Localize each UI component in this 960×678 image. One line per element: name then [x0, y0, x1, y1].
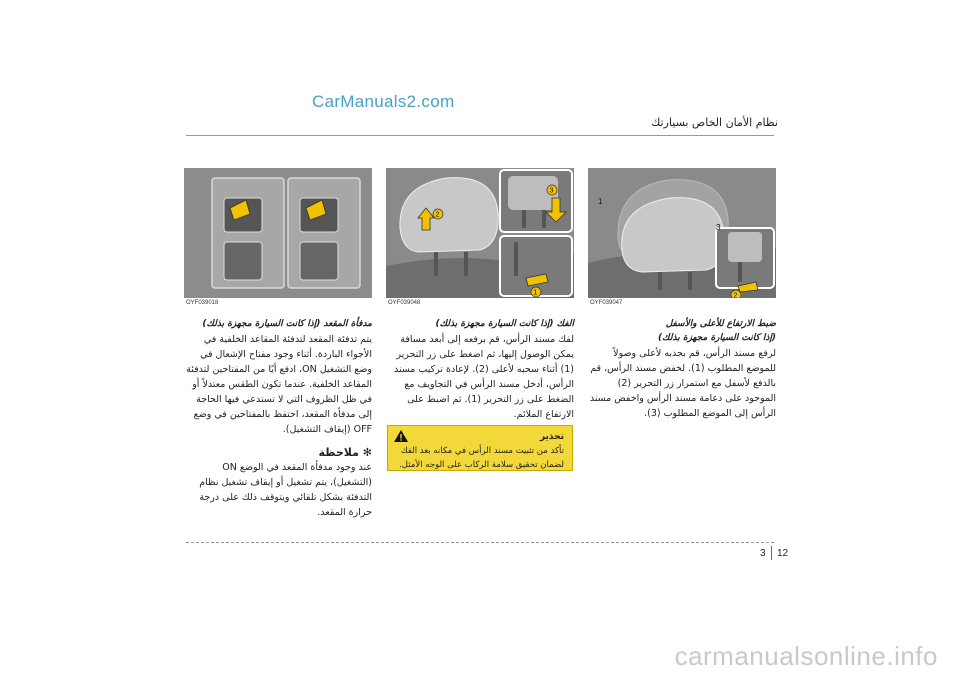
- warning-box: [387, 425, 573, 471]
- callout-3: 3: [716, 223, 721, 232]
- callout-2: 2: [733, 292, 738, 298]
- height-heading: ضبط الارتفاع للأعلى والأسفل: [665, 319, 776, 329]
- warning-title: تحذير: [539, 432, 564, 442]
- callout-1: 1: [598, 197, 603, 206]
- column-removal: [384, 318, 574, 422]
- seat-warmer-switch-photo: [184, 168, 372, 298]
- height-heading-sub: (إذا كانت السيارة مجهزة بذلك): [658, 333, 776, 343]
- section-title: نظام الأمان الخاص بسيارتك: [651, 116, 778, 129]
- removal-body: لفك مسند الرأس، قم برفعه إلى أبعد مسافة يمكن الوصول إليها، ثم اضغط على زر التحرير (1) أثناء سحبه لأعلى (2). لإعادة تركيب مسند الرأس، أدخل مسند الرأس في التجاويف مع الضغط على زر التحرير (1). ثم اضبط على الارتفاع الملائم.: [393, 334, 574, 420]
- note-heading: ✻ ملاحظة: [318, 446, 372, 459]
- warmer-heading: مدفأة المقعد (إذا كانت السيارة مجهزة بذلك): [202, 319, 372, 329]
- page-number: 12: [777, 548, 789, 559]
- top-rule: [186, 135, 774, 136]
- removal-heading: الفك (إذا كانت السيارة مجهزة بذلك): [435, 319, 574, 329]
- height-body: لرفع مسند الرأس، قم بجذبه لأعلى وصولاً للموضع المطلوب (1). لخفض مسند الرأس، قم بالدفع لأسفل مع استمرار زر التحرير (2) الموجود على دعامة مسند الرأس واخفض مسند الرأس إلى الموضع المطلوب (3).: [589, 348, 776, 419]
- page-divider: [771, 546, 772, 560]
- figure-code-1: OYF039047: [590, 300, 623, 306]
- callout-3b: 3: [549, 187, 554, 195]
- headrest-removal-photo: [386, 168, 574, 298]
- callout-1b: 1: [533, 289, 538, 297]
- figure-code-2: OYF039048: [388, 300, 421, 306]
- callout-2b: 2: [435, 211, 440, 219]
- warmer-body: يتم تدفئة المقعد لتدفئة المقاعد الخلفية في الأجواء الباردة. أثناء وجود مفتاح الإشعال في وضع التشغيل ON، ادفع أيًا من المفتاحين لتدفئة المقاعد الخلفية. عندما تكون الطقس معتدلاً أو في ظل الظروف التي لا تستدعي فيها الحاجة إلى مدفأة المقعد، احتفظ بالمفتاحين في وضع OFF (إيقاف التشغيل).: [186, 334, 372, 435]
- headrest-height-photo: [588, 168, 776, 298]
- bottom-rule: [186, 542, 774, 543]
- warning-text: تأكد من تثبيت مسند الرأس في مكانه بعد الفك لضمان تحقيق سلامة الركاب على الوجه الأمثل.: [399, 446, 564, 470]
- note-body: عند وجود مدفأة المقعد في الوضع ON (التشغيل)، يتم تشغيل أو إيقاف تشغيل نظام التدفئة بشكل تلقائي ويتوقف ذلك على درجة حرارة المقعد.: [199, 462, 372, 518]
- warning-triangle-icon: [394, 430, 408, 442]
- watermark-bottom[interactable]: carmanualsonline.info: [674, 641, 938, 671]
- chapter-number: 3: [760, 548, 766, 559]
- column-height-adjust: [586, 318, 776, 421]
- figure-code-3: OYF039018: [186, 300, 219, 306]
- column-seat-warmer: [182, 318, 372, 520]
- watermark-top[interactable]: CarManuals2.com: [312, 92, 455, 111]
